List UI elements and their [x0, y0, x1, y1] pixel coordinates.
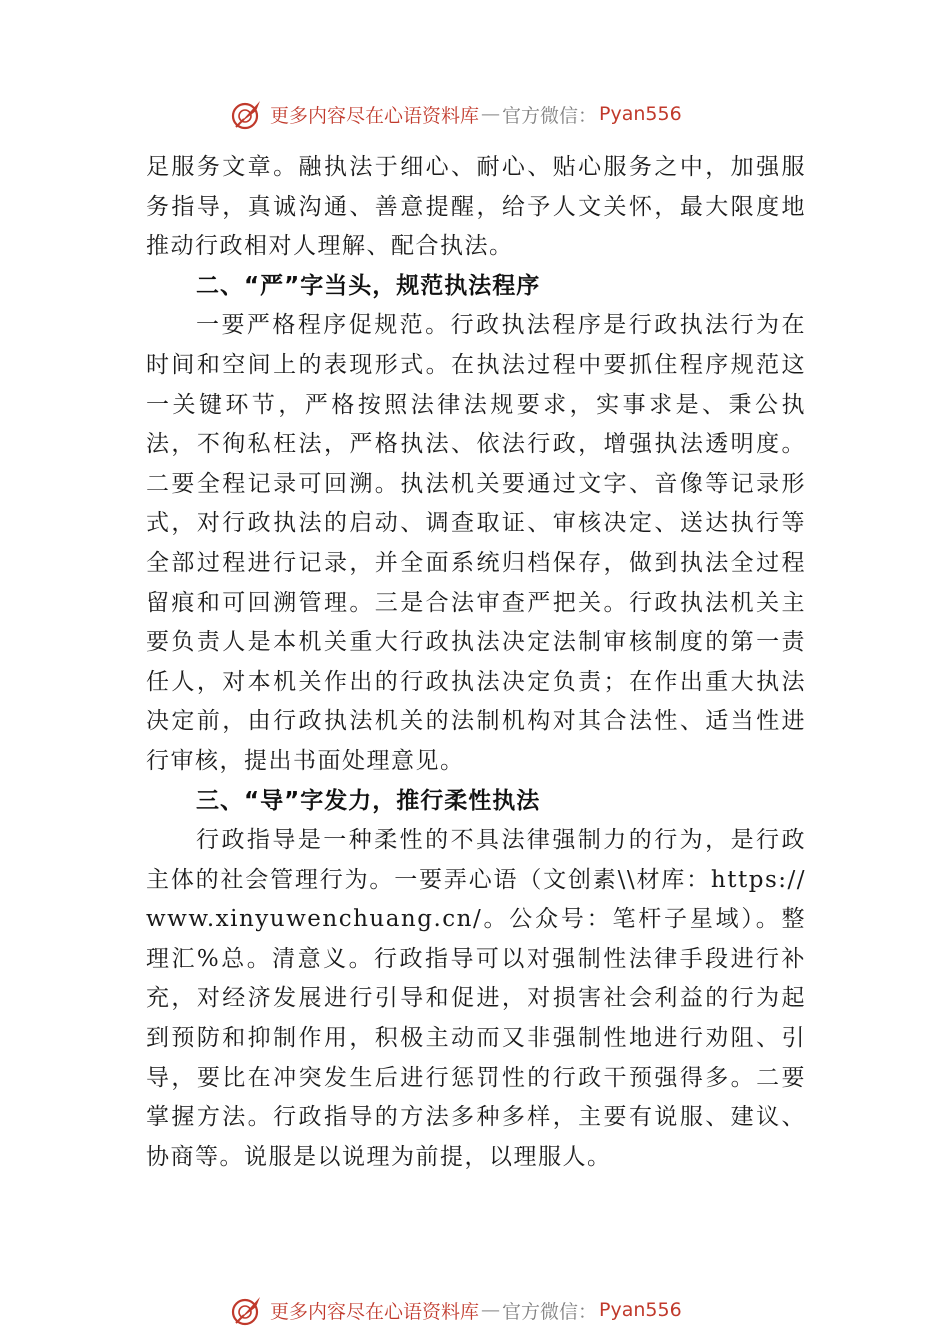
- footer-banner: [230, 1292, 730, 1328]
- header-dash: —: [481, 103, 501, 125]
- paragraph-section-2: 一要严格程序促规范。行政执法程序是行政执法行为在时间和空间上的表现形式。在执法过程中要抓住程序规范这一关键环节，严格按照法律法规要求，实事求是、秉公执法，不徇私枉法，严格执法、依法行政，增强执法透明度。二要全程记录可回溯。执法机关要通过文字、音像等记录形式，对行政执法的启动、调查取证、审核决定、送达执行等全部过程进行记录，并全面系统归档保存，做到执法全过程留痕和可回溯管理。三是合法审查严把关。行政执法机关主要负责人是本机关重大行政执法决定法制审核制度的第一责任人，对本机关作出的行政执法决定负责；在作出重大执法决定前，由行政执法机关的法制机构对其合法性、适当性进行审核，提出书面处理意见。: [146, 312, 806, 774]
- document-body: [146, 148, 806, 1177]
- quill-logo-icon: [230, 1293, 264, 1327]
- footer-dash: —: [481, 1299, 501, 1321]
- footer-official-label: 官方微信：: [502, 1300, 598, 1323]
- section-heading-2: 二、“严”字当头，规范执法程序: [196, 272, 541, 299]
- header-brand-text: 更多内容尽在心语资料库: [270, 104, 480, 127]
- footer-brand-text: 更多内容尽在心语资料库: [270, 1300, 480, 1323]
- header-banner: [230, 96, 730, 132]
- footer-wechat-handle: Pyan556: [599, 1299, 682, 1321]
- header-official-label: 官方微信：: [502, 104, 598, 127]
- paragraph-continuation: 足服务文章。融执法于细心、耐心、贴心服务之中，加强服务指导，真诚沟通、善意提醒，给予人文关怀，最大限度地推动行政相对人理解、配合执法。: [146, 154, 806, 260]
- quill-logo-icon: [230, 97, 264, 131]
- section-heading-3: 三、“导”字发力，推行柔性执法: [196, 787, 541, 814]
- header-wechat-handle: Pyan556: [599, 103, 682, 125]
- paragraph-section-3: 行政指导是一种柔性的不具法律强制力的行为，是行政主体的社会管理行为。一要弄心语（文创素\\材库：https://www.xinyuwenchuang.cn/。公众号：笔杆子星域）。整理汇%总。清意义。行政指导可以对强制性法律手段进行补充，对经济发展进行引导和促进，对损害社会利益的行为起到预防和抑制作用，积极主动而又非强制性地进行劝阻、引导，要比在冲突发生后进行惩罚性的行政干预强得多。二要掌握方法。行政指导的方法多种多样，主要有说服、建议、协商等。说服是以说理为前提，以理服人。: [146, 827, 806, 1170]
